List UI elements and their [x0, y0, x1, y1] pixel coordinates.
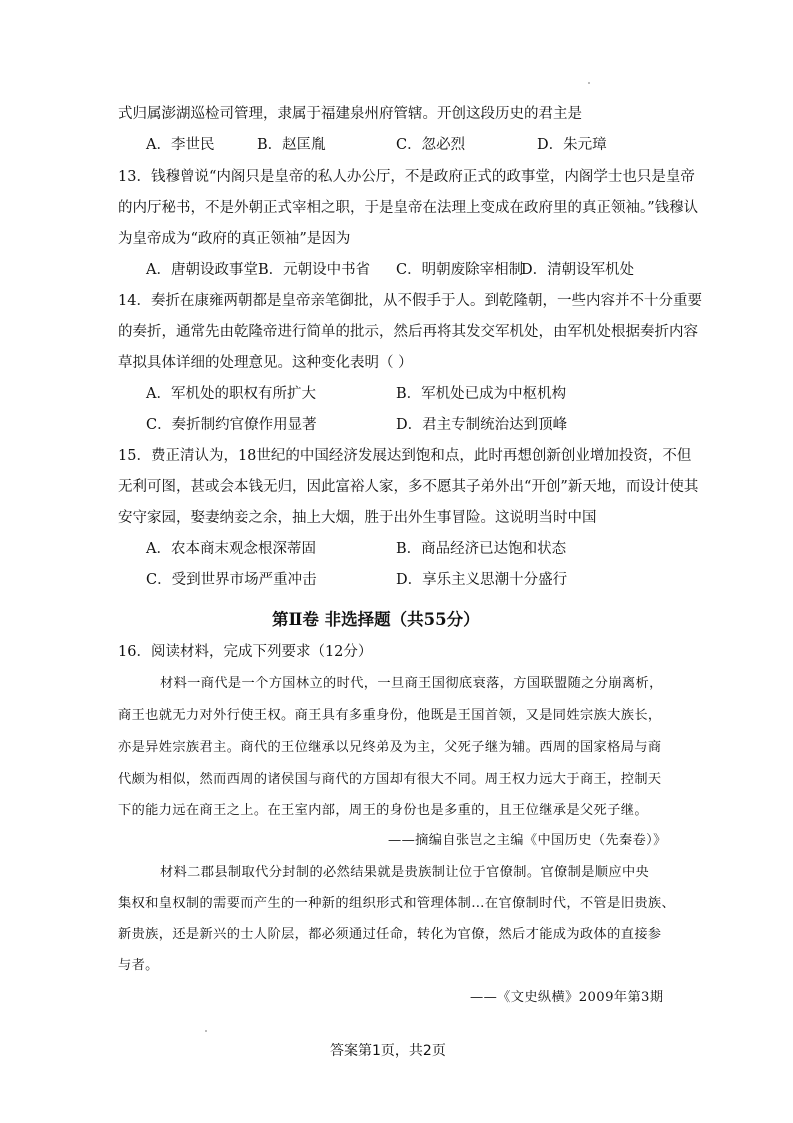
q12-option-d: D．朱元璋 — [537, 137, 607, 153]
q13-stem-line1: 13．钱穆曾说“内阁只是皇帝的私人办公厅，不是政府正式的政事堂，内阁学士也只是皇帝 — [118, 169, 695, 185]
q14-option-a: A．军机处的职权有所扩大 — [146, 386, 316, 402]
q16-material1-line2: 商王也就无力对外行使王权。商王具有多重身份，他既是王国首领，又是同姓宗族大族长， — [118, 708, 662, 723]
q14-stem-line1: 14．奏折在康雍两朝都是皇帝亲笔御批，从不假手于人。到乾隆朝，一些内容并不十分重要 — [118, 293, 702, 309]
q16-material1-line5: 下的能力远在商王之上。在王室内部，周王的身份也是多重的，且王位继承是父死子继。 — [118, 803, 648, 818]
q13-stem-line3: 为皇帝成为“政府的真正领袖”是因为 — [118, 231, 351, 247]
q15-option-c: C．受到世界市场严重冲击 — [146, 572, 317, 588]
q15-stem-line2: 无利可图，甚或会本钱无归，因此富裕人家，多不愿其子弟外出“开创”新天地，而设计使其 — [118, 479, 699, 495]
q12-option-a: A．李世民 — [146, 137, 215, 153]
q12-option-c: C．忽必烈 — [396, 137, 466, 153]
q14-option-b: B．军机处已成为中枢机构 — [396, 386, 567, 402]
q13-stem-line2: 的内厅秘书，不是外朝正式宰相之职，于是皇帝在法理上变成在政府里的真正领袖。”钱穆认 — [118, 200, 699, 216]
scan-speck — [205, 1030, 207, 1032]
q16-material2-line2: 集权和皇权制的需要而产生的一种新的组织形式和管理体制…在官僚制时代，不管是旧贵族、 — [118, 896, 676, 911]
q16-material1-line4: 代颇为相似，然而西周的诸侯国与商代的方国却有很大不同。周王权力远大于商王，控制天 — [118, 772, 662, 787]
q16-material2-source: ——《文史纵横》2009年第3期 — [470, 990, 664, 1005]
q16-material1-line3: 亦是异姓宗族君主。商代的王位继承以兄终弟及为主，父死子继为辅。西周的国家格局与商 — [118, 740, 662, 755]
q14-option-d: D．君主专制统治达到顶峰 — [396, 417, 568, 433]
q14-stem-line2: 的奏折，通常先由乾隆帝进行简单的批示，然后再将其发交军机处，由军机处根据奏折内容 — [118, 324, 698, 340]
q16-title: 16．阅读材料，完成下列要求（12分） — [118, 644, 373, 660]
q15-option-b: B．商品经济已达饱和状态 — [396, 541, 567, 557]
q15-stem-line1: 15．费正清认为，18世纪的中国经济发展达到饱和点，此时再想创新创业增加投资，不但 — [118, 448, 692, 464]
scan-speck — [588, 82, 590, 84]
q16-material2-line3: 新贵族，还是新兴的士人阶层，都必须通过任命，转化为官僚，然后才能成为政体的直接参 — [118, 927, 662, 942]
q16-material2-line4: 与者。 — [118, 958, 159, 973]
q13-option-c: C．明朝废除宰相制 — [396, 262, 524, 278]
q16-material2-line1: 材料二郡县制取代分封制的必然结果就是贵族制让位于官僚制。官僚制是顺应中央 — [160, 865, 650, 880]
q12-stem: 式归属澎湖巡检司管理，隶属于福建泉州府管辖。开创这段历史的君主是 — [118, 106, 582, 122]
q15-option-d: D．享乐主义思潮十分盛行 — [396, 572, 568, 588]
q12-option-b: B．赵匡胤 — [257, 137, 326, 153]
q13-option-ab: A．唐朝设政事堂B．元朝设中书省 — [146, 262, 371, 278]
q13-option-d: D．清朝设军机处 — [521, 262, 635, 278]
page-footer: 答案第1页，共2页 — [330, 1043, 446, 1059]
section-title: 第Ⅱ卷 非选择题（共55分） — [272, 610, 480, 629]
q14-stem-line3: 草拟具体详细的处理意见。这种变化表明（ ） — [118, 355, 413, 371]
q14-option-c: C．奏折制约官僚作用显著 — [146, 417, 317, 433]
q15-stem-line3: 安守家园，娶妻纳妾之余，抽上大烟，胜于出外生事冒险。这说明当时中国 — [118, 510, 597, 526]
q15-option-a: A．农本商末观念根深蒂固 — [146, 541, 316, 557]
q16-material1-line1: 材料一商代是一个方国林立的时代，一旦商王国彻底衰落，方国联盟随之分崩离析， — [160, 676, 663, 691]
q16-material1-source: ——摘编自张岂之主编《中国历史（先秦卷）》 — [388, 833, 667, 848]
